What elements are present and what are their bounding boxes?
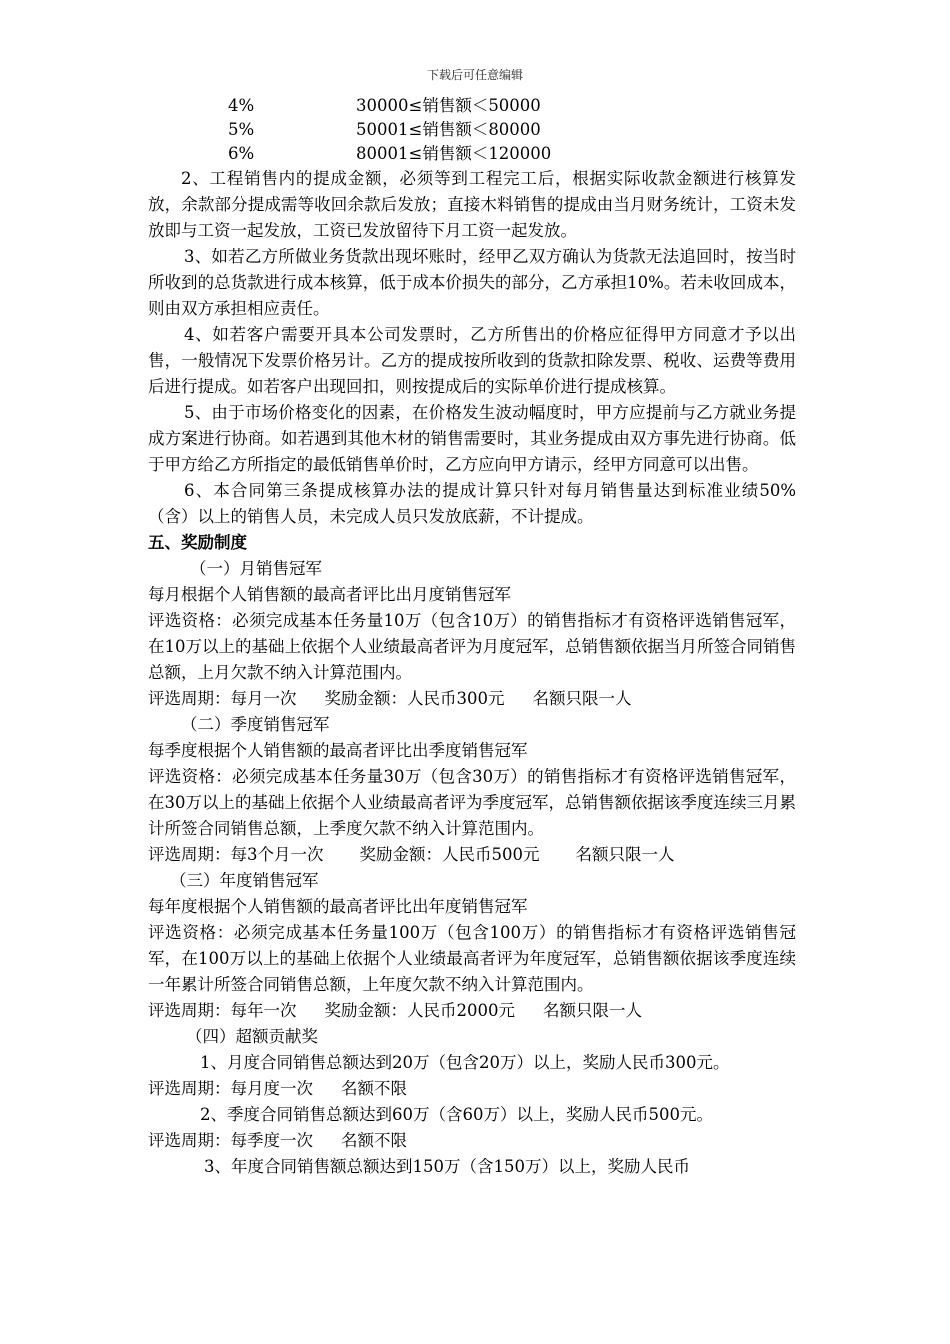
excess-item-2: 2、季度合同销售总额达到60万（含60万）以上，奖励人民币500元。 — [200, 1105, 713, 1124]
quarterly-period: 评选周期：每3个月一次 — [148, 845, 324, 864]
rate-range: 50001≤销售额＜80000 — [356, 120, 541, 139]
excess-period-line-2 — [148, 1128, 796, 1154]
rate-range: 80001≤销售额＜120000 — [356, 144, 552, 163]
monthly-period: 评选周期：每月一次 — [148, 689, 297, 708]
yearly-desc: 每年度根据个人销售额的最高者评比出年度销售冠军 — [148, 897, 528, 916]
monthly-quota: 名额只限一人 — [532, 689, 632, 708]
excess-period-line-1 — [148, 1076, 796, 1102]
rate-percent: 4% — [228, 96, 255, 115]
clause-3: 3、如若乙方所做业务货款出现坏账时，经甲乙双方确认为货款无法追回时，按当时所收到的总货款进行成本核算，低于成本价损失的部分，乙方承担10%。若未收回成本，则由双方承担相应责任。 — [148, 247, 796, 318]
rate-percent: 6% — [228, 144, 255, 163]
clause-4: 4、如若客户需要开具本公司发票时，乙方所售出的价格应征得甲方同意才予以出售，一般情况下发票价格另计。乙方的提成按所收到的货款扣除发票、税收、运费等费用后进行提成。如若客户出现回扣，则按提成后的实际单价进行提成核算。 — [148, 325, 796, 396]
monthly-title: （一）月销售冠军 — [190, 559, 322, 578]
rate-row — [148, 94, 796, 118]
quarterly-quota: 名额只限一人 — [575, 845, 675, 864]
excess-title: （四）超额贡献奖 — [186, 1027, 318, 1046]
yearly-amount: 奖励金额：人民币2000元 — [324, 1001, 515, 1020]
monthly-period-line — [148, 686, 796, 712]
rate-percent: 5% — [228, 120, 255, 139]
rate-row — [148, 142, 796, 166]
clause-2: 2、工程销售内的提成金额，必须等到工程完工后，根据实际收款金额进行核算发放，余款部分提成需等收回余款后发放；直接木料销售的提成由当月财务统计，工资未发放即与工资一起发放，工资已发放留待下月工资一起发放。 — [148, 169, 796, 240]
excess-quota-1: 名额不限 — [341, 1079, 407, 1098]
quarterly-title: （二）季度销售冠军 — [181, 715, 330, 734]
rate-row — [148, 118, 796, 142]
excess-quota-2: 名额不限 — [341, 1131, 407, 1150]
yearly-quota: 名额只限一人 — [543, 1001, 642, 1020]
excess-period-1: 评选周期：每月度一次 — [148, 1079, 313, 1098]
yearly-title: （三）年度销售冠军 — [170, 871, 319, 890]
yearly-period: 评选周期：每年一次 — [148, 1001, 297, 1020]
monthly-desc: 每月根据个人销售额的最高者评比出月度销售冠军 — [148, 585, 511, 604]
rate-range: 30000≤销售额＜50000 — [356, 96, 541, 115]
section-title: 五、奖励制度 — [148, 533, 247, 552]
yearly-qualify: 评选资格：必须完成基本任务量100万（包含100万）的销售指标才有资格评选销售冠军，在100万以上的基础上依据个人业绩最高者评为年度冠军，总销售额依据该季度连续一年累计所签合同销售总额，上年度欠款不纳入计算范围内。 — [148, 923, 796, 994]
excess-item-3: 3、年度合同销售额总额达到150万（含150万）以上，奖励人民币 — [204, 1157, 690, 1176]
yearly-period-line — [148, 998, 796, 1024]
excess-item-1: 1、月度合同销售总额达到20万（包含20万）以上，奖励人民币300元。 — [200, 1053, 730, 1072]
quarterly-qualify: 评选资格：必须完成基本任务量30万（包含30万）的销售指标才有资格评选销售冠军，在30万以上的基础上依据个人业绩最高者评为季度冠军，总销售额依据该季度连续三月累计所签合同销售总额，上季度欠款不纳入计算范围内。 — [148, 767, 796, 838]
page-header: 下载后可任意编辑 — [426, 68, 523, 82]
monthly-amount: 奖励金额：人民币300元 — [324, 689, 505, 708]
clause-5: 5、由于市场价格变化的因素，在价格发生波动幅度时，甲方应提前与乙方就业务提成方案进行协商。如若遇到其他木材的销售需要时，其业务提成由双方事先进行协商。低于甲方给乙方所指定的最低销售单价时，乙方应向甲方请示，经甲方同意可以出售。 — [148, 403, 796, 474]
quarterly-period-line — [148, 842, 796, 868]
clause-6: 6、本合同第三条提成核算办法的提成计算只针对每月销售量达到标准业绩50%（含）以上的销售人员，未完成人员只发放底薪，不计提成。 — [148, 481, 796, 526]
excess-period-2: 评选周期：每季度一次 — [148, 1131, 313, 1150]
monthly-qualify: 评选资格：必须完成基本任务量10万（包含10万）的销售指标才有资格评选销售冠军，在10万以上的基础上依据个人业绩最高者评为月度冠军，总销售额依据当月所签合同销售总额，上月欠款不纳入计算范围内。 — [148, 611, 796, 682]
quarterly-desc: 每季度根据个人销售额的最高者评比出季度销售冠军 — [148, 741, 528, 760]
quarterly-amount: 奖励金额：人民币500元 — [359, 845, 540, 864]
document-body — [148, 94, 796, 1180]
